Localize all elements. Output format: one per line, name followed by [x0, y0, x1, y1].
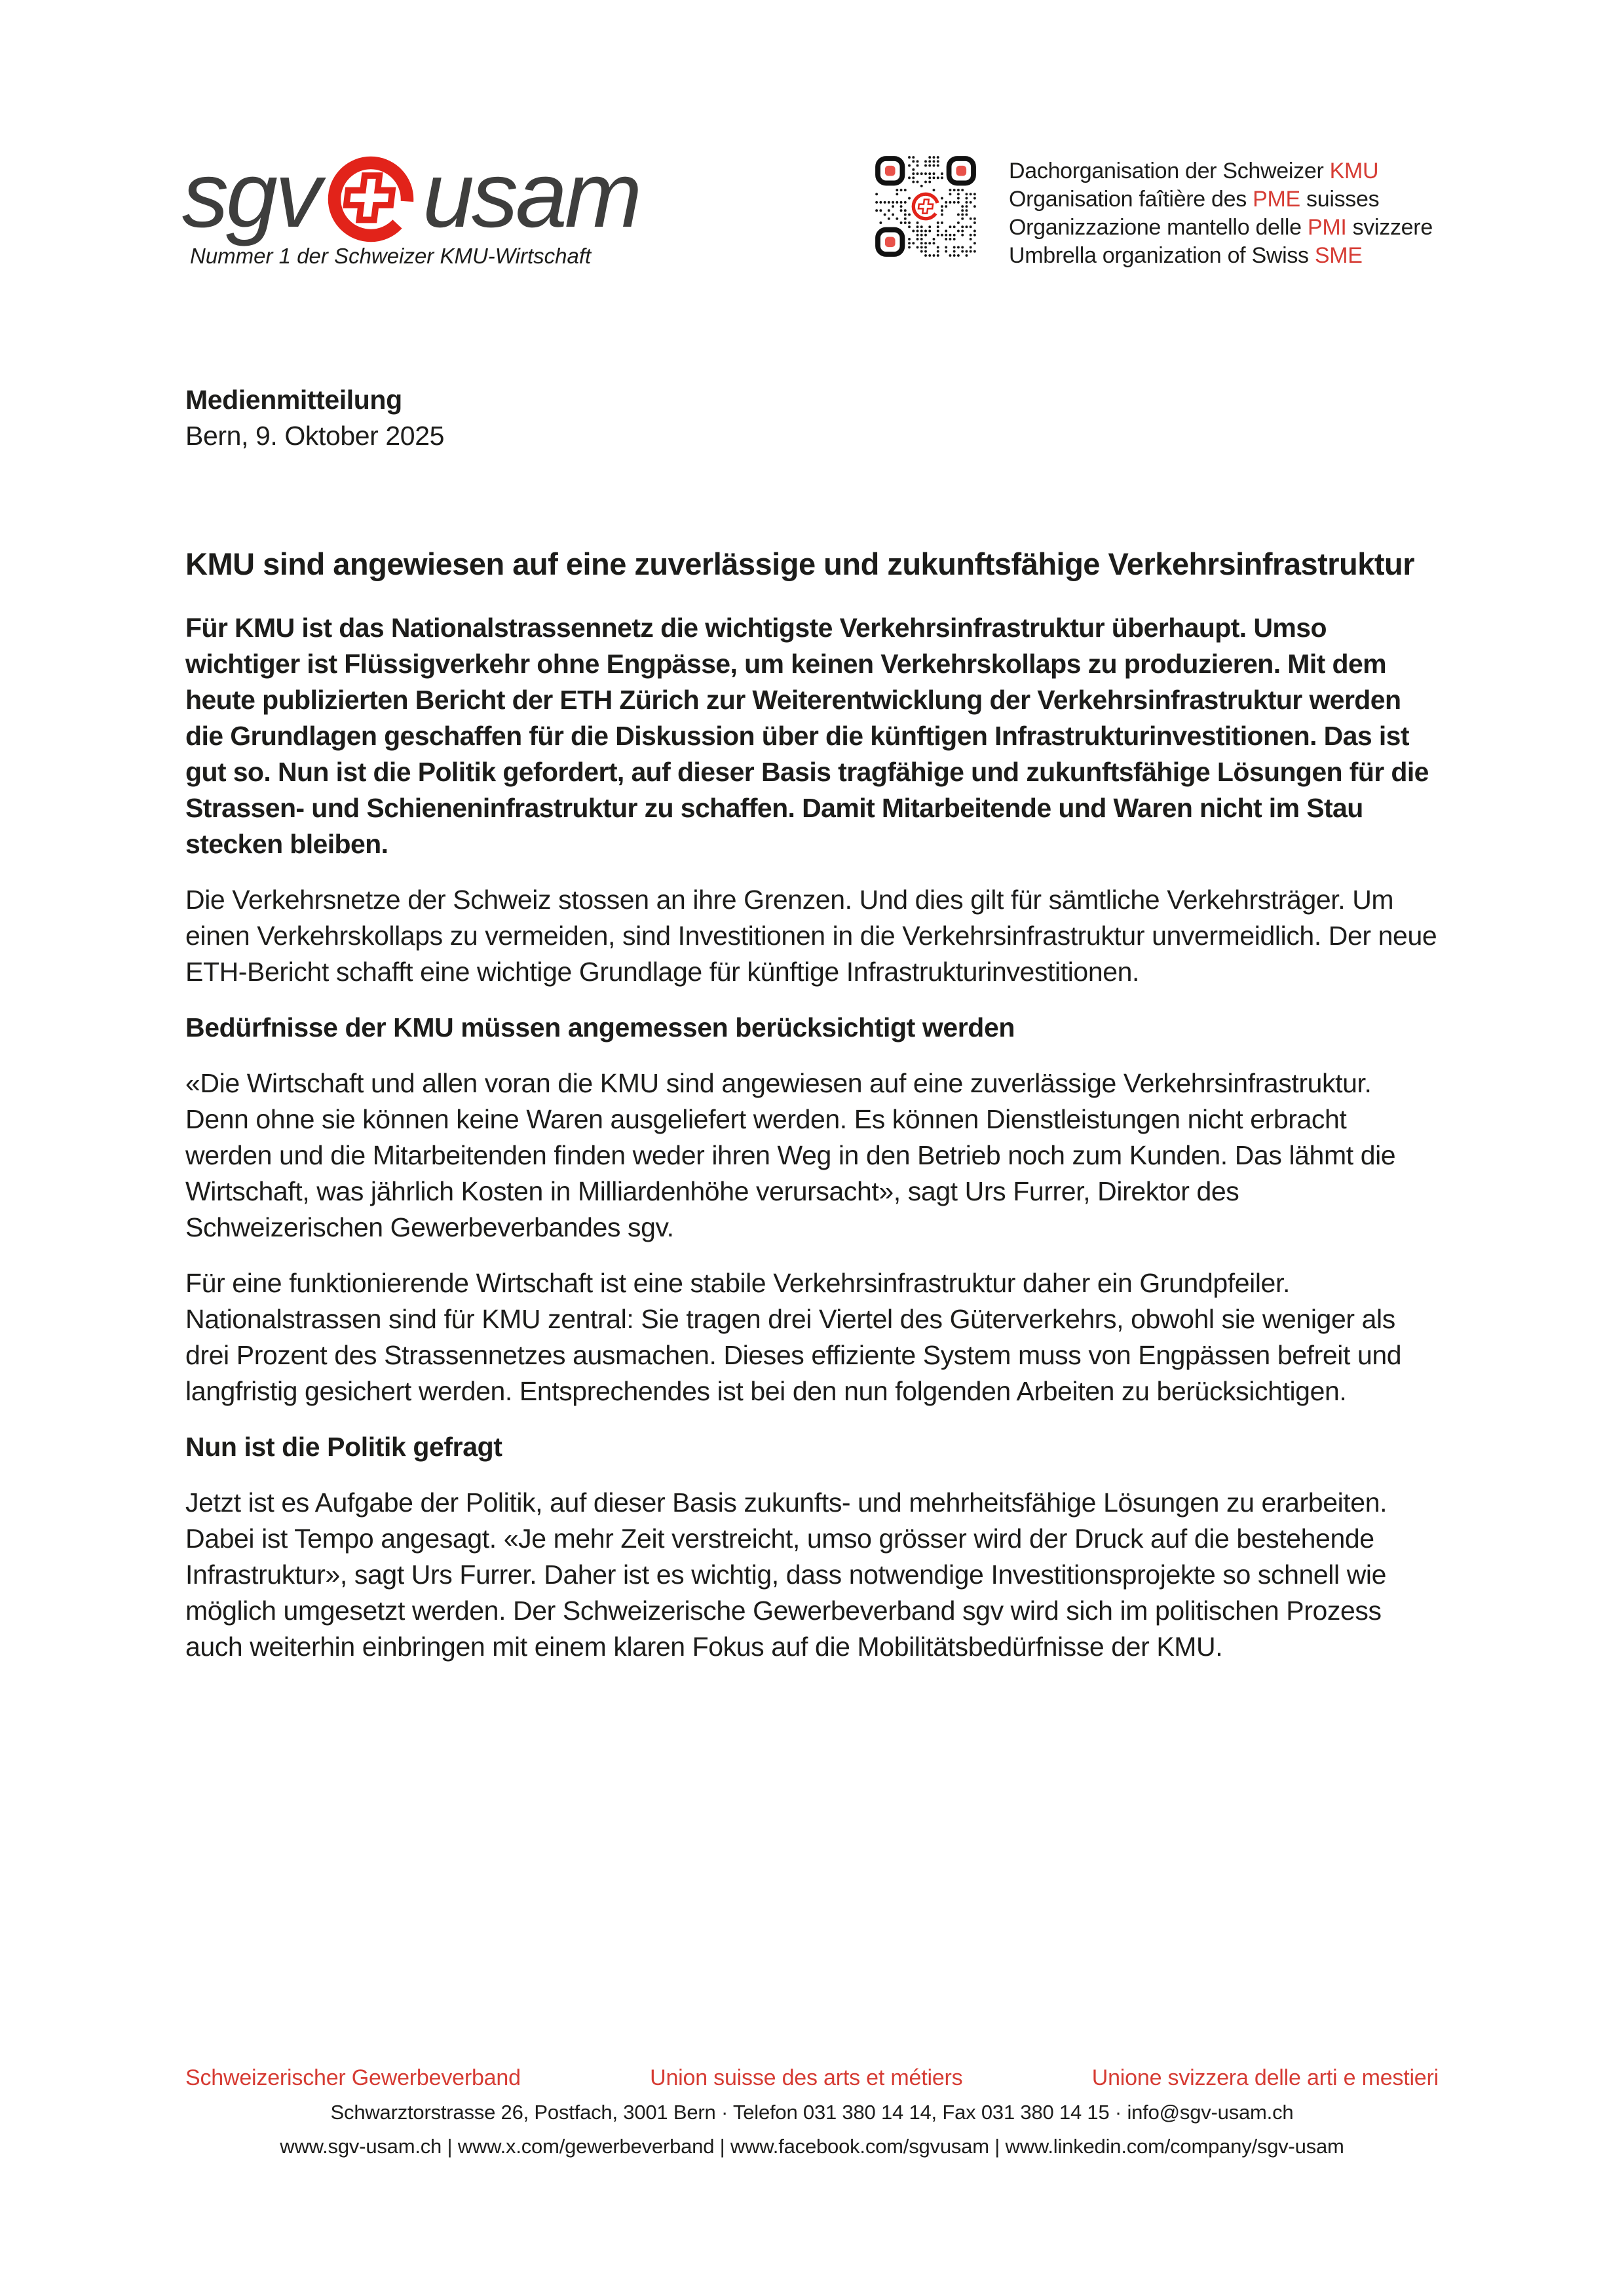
qr-finder-top-right [949, 159, 973, 183]
logo-tagline: Nummer 1 der Schweizer KMU-Wirtschaft [190, 244, 592, 268]
logo-wordmark [182, 145, 639, 245]
paragraph-politics: Jetzt ist es Aufgabe der Politik, auf dieser Basis zukunfts- und mehrheitsfähige Lösungen zu erarbeiten. Dabei ist Tempo angesagt. «Je mehr Zeit verstreicht, umso grösser wird der Druck auf die bestehende Infrastruktur», sagt Urs Furrer. Daher ist es wichtig, dass notwendige Investitionsprojekte so schnell wie möglich umgesetzt werden. Der Schweizerische Gewerbeverband sgv wird sich im politischen Prozess auch weiterhin einbringen mit einem klaren Fokus auf die Mobilitätsbedürfnisse der KMU. [185, 1487, 1388, 1662]
paragraph-quote: «Die Wirtschaft und allen voran die KMU sind angewiesen auf eine zuverlässige Verkehrsinfrastruktur. Denn ohne sie können keine Waren ausgeliefert werden. Es können Dienstleistungen nicht erbracht werden und die Mitarbeitenden finden weder ihren Weg in den Betrieb noch zum Kunden. Das lähmt die Wirtschaft, was jährlich Kosten in Milliardenhöhe verursacht», sagt Urs Furrer, Direktor des Schweizerischen Gewerbeverbandes sgv. [185, 1068, 1396, 1242]
article-title: KMU sind angewiesen auf eine zuverlässige und zukunftsfähige Verkehrsinfrastruktur [185, 546, 1415, 581]
footer-address-line: Schwarztorstrasse 26, Postfach, 3001 Bern · Telefon 031 380 14 14, Fax 031 380 14 15 · info@sgv-usam.ch [330, 2101, 1294, 2124]
qr-finder-top-left [878, 159, 902, 183]
org-line-it: Organizzazione mantello delle PMI svizzere [1009, 215, 1433, 240]
org-abbrev-pme: PME [1253, 187, 1300, 212]
org-line-fr: Organisation faîtière des PME suisses [1009, 187, 1380, 212]
dateline: Bern, 9. Oktober 2025 [185, 421, 445, 451]
footer-org-fr: Union suisse des arts et métiers [650, 2065, 963, 2090]
footer-links-line: www.sgv-usam.ch | www.x.com/gewerbeverband | www.facebook.com/sgvusam | www.linkedin.com/company/sgv-usam [280, 2135, 1344, 2158]
section-heading-politics: Nun ist die Politik gefragt [185, 1432, 502, 1462]
at-swiss-cross-icon [322, 149, 420, 249]
logo-text-sgv: sgv [182, 143, 319, 247]
footer-org-names [185, 2065, 1439, 2091]
document-type: Medienmitteilung [185, 385, 402, 415]
document-meta [185, 382, 444, 454]
org-abbrev-pmi: PMI [1307, 215, 1347, 240]
org-line-de: Dachorganisation der Schweizer KMU [1009, 159, 1379, 183]
qr-finder-bottom-left [878, 230, 902, 254]
org-description-lines [1009, 157, 1433, 270]
footer-org-it: Unione svizzera delle arti e mestieri [1091, 2065, 1439, 2090]
org-abbrev-kmu: KMU [1329, 159, 1379, 183]
org-abbrev-sme: SME [1314, 243, 1363, 268]
section-heading-needs: Bedürfnisse der KMU müssen angemessen berücksichtigt werden [185, 1012, 1015, 1043]
org-line-en: Umbrella organization of Swiss SME [1009, 243, 1363, 268]
lead-paragraph: Für KMU ist das Nationalstrassennetz die wichtigste Verkehrsinfrastruktur überhaupt. Umso wichtiger ist Flüssigverkehr ohne Engpässe, um keinen Verkehrskollaps zu produzieren. Mit dem heute publizierten Bericht der ETH Zürich zur Weiterentwicklung der Verkehrsinfrastruktur werden die Grundlagen geschaffen für die Diskussion über die künftigen Infrastrukturinvestitionen. Das ist gut so. Nun ist die Politik gefordert, auf dieser Basis tragfähige und zukunftsfähige Lösungen für die Strassen- und Schieneninfrastruktur zu schaffen. Damit Mitarbeitende und Waren nicht im Stau stecken bleiben. [185, 613, 1429, 859]
qr-code [875, 155, 977, 258]
logo-text-usam: usam [422, 143, 640, 247]
paragraph-networks: Die Verkehrsnetze der Schweiz stossen an ihre Grenzen. Und dies gilt für sämtliche Verkehrsträger. Um einen Verkehrskollaps zu vermeiden, sind Investitionen in die Verkehrsinfrastruktur unvermeidlich. Der neue ETH-Bericht schafft eine wichtige Grundlage für künftige Infrastrukturinvestitionen. [185, 885, 1437, 987]
footer-org-de: Schweizerischer Gewerbeverband [185, 2065, 521, 2090]
article-body [185, 544, 1439, 1685]
sgv-usam-logo [182, 145, 639, 245]
paragraph-backbone: Für eine funktionierende Wirtschaft ist eine stabile Verkehrsinfrastruktur daher ein Grundpfeiler. Nationalstrassen sind für KMU zentral: Sie tragen drei Viertel des Güterverkehrs, obwohl sie weniger als drei Prozent des Strassennetzes ausmachen. Dieses effiziente System muss von Engpässen befreit und langfristig gesichert werden. Entsprechendes ist bei den nun folgenden Arbeiten zu berücksichtigen. [185, 1268, 1402, 1406]
qr-center-logo [913, 194, 937, 218]
